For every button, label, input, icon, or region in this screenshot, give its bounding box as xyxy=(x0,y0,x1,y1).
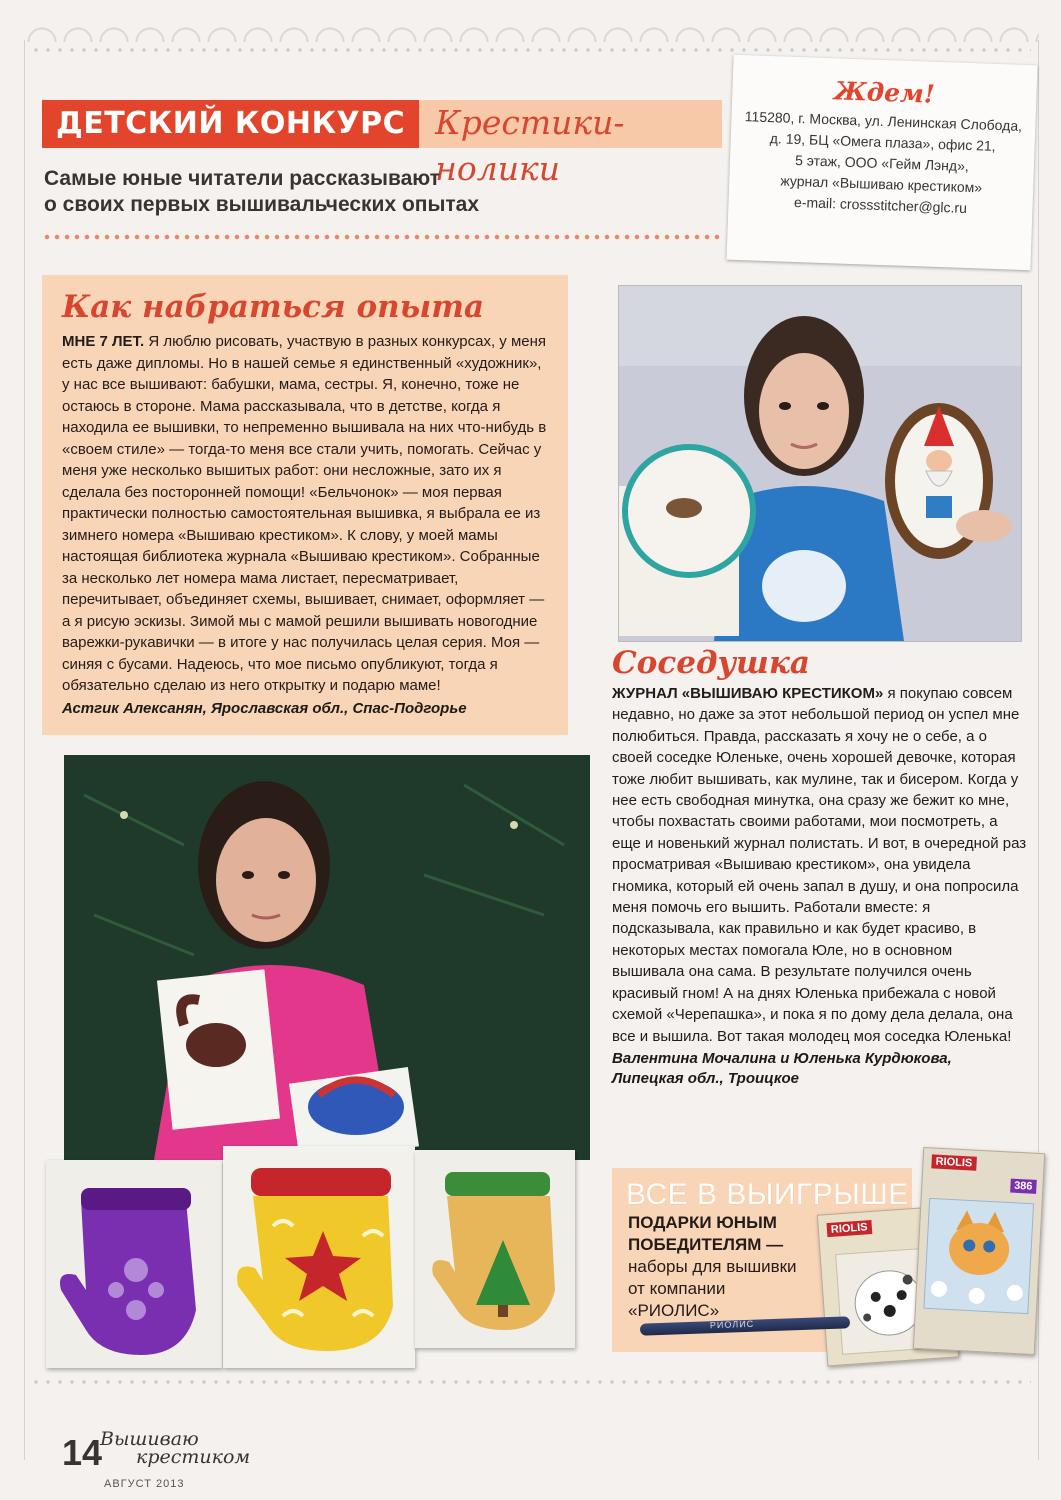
mitten-yellow-illustration xyxy=(223,1146,415,1368)
contest-tag: ДЕТСКИЙ КОНКУРС xyxy=(42,100,419,148)
story-left-author: Астгик Алексанян, Ярославская обл., Спас-Подгорье xyxy=(62,699,467,717)
address-card xyxy=(727,55,1038,270)
prize-bold-2: ПОБЕДИТЕЛЯМ — xyxy=(628,1235,784,1254)
story-left-lead: МНЕ 7 ЛЕТ. xyxy=(62,333,145,350)
story-left-title: Как набраться опыта xyxy=(62,289,485,325)
prize-bold-1: ПОДАРКИ ЮНЫМ xyxy=(628,1213,777,1232)
photo-girl-at-christmas-tree-illustration xyxy=(64,755,590,1160)
prize-text xyxy=(628,1212,828,1322)
story-right-author-line-1: Валентина Мочалина и Юленька Курдюкова, xyxy=(612,1049,952,1067)
photo-girl-at-christmas-tree xyxy=(64,755,590,1160)
magazine-logo xyxy=(100,1430,250,1466)
riolis-kit-kitten xyxy=(913,1147,1045,1355)
story-right-lead: ЖУРНАЛ «ВЫШИВАЮ КРЕСТИКОМ» xyxy=(612,685,884,702)
photo-girl-with-embroidery xyxy=(618,285,1022,642)
address-email[interactable]: e-mail: crossstitcher@glc.ru xyxy=(793,193,968,216)
story-left-text xyxy=(62,331,548,697)
story-right-body: я покупаю совсем недавно, но даже за этот небольшой период он успел мне полюбиться. Правда, рассказать я хочу не о себе, а о своей соседке Юленьке, очень хорошей девочке, которая тоже любит вышивать, как мулине, так и бисером. Когда у нее есть свободная минутка, она сразу же бежит ко мне, чтобы похвастать своими работами, мои посмотреть, а еще и новенький журнал полистать. И вот, в очередной раз просматривая «Вышиваю крестиком», она увидела гномика, который ей очень запал в душу, и она попросила меня помочь его вышить. Работали вместе: я подсказывала, как правильно и как будет красиво, в некоторых местах помогала Юле, но в основном вышивала она сама. В результате получился очень красивый гном! А на днях Юленька прибежала с новой схемой «Черепашка», и пока я по дому дела делала, она все и вышила. Вот такая молодец моя соседка Юленька! xyxy=(612,685,1027,1045)
photo-girl-with-embroidery-illustration xyxy=(619,286,1021,641)
mitten-tree-illustration xyxy=(415,1150,575,1348)
prize-title: ВСЕ В ВЫИГРЫШЕ xyxy=(626,1178,909,1211)
address-line: д. 19, БЦ «Омега плаза», офис 21, xyxy=(769,130,996,154)
header-separator xyxy=(42,234,722,240)
kit-number-badge: 386 xyxy=(1010,1179,1037,1194)
top-dotted-border xyxy=(30,48,1031,52)
prize-line-3: «РИОЛИС» xyxy=(628,1301,720,1320)
mitten-yellow-card xyxy=(223,1146,415,1368)
issue-date: АВГУСТ 2013 xyxy=(104,1478,185,1490)
top-scallop-border xyxy=(24,2,1039,42)
story-right-title: Соседушка xyxy=(612,645,810,681)
kit-brand-label: RIOLIS xyxy=(826,1220,872,1237)
kit-brand-label: RIOLIS xyxy=(931,1154,976,1170)
contest-script-title: Крестики-нолики xyxy=(419,100,722,148)
logo-line-2: крестиком xyxy=(136,1446,251,1468)
story-left-box xyxy=(42,275,568,735)
mitten-purple-illustration xyxy=(46,1160,222,1368)
prize-line-2: от компании xyxy=(628,1279,726,1298)
prize-line-1: наборы для вышивки xyxy=(628,1257,797,1276)
subtitle-line-2: о своих первых вышивальческих опытах xyxy=(44,193,480,216)
kitten-icon xyxy=(914,1148,1044,1354)
subtitle-line-1: Самые юные читатели рассказывают xyxy=(44,167,440,190)
story-right-author-line-2: Липецкая обл., Троицкое xyxy=(612,1069,799,1087)
logo-line-1: Вышиваю xyxy=(100,1428,199,1450)
page-number: 14 xyxy=(62,1432,103,1473)
left-border-line xyxy=(24,40,25,1460)
mitten-purple-card xyxy=(46,1160,222,1368)
story-right-text xyxy=(612,683,1027,1047)
bottom-dotted-border xyxy=(30,1380,1031,1384)
address-line: 5 этаж, ООО «Гейм Лэнд», xyxy=(794,151,970,175)
page-subtitle xyxy=(44,166,604,218)
address-line: журнал «Вышиваю крестиком» xyxy=(780,172,983,196)
story-left-body: Я люблю рисовать, участвую в разных конкурсах, у меня есть даже дипломы. Но в нашей семье я единственный «художник», у нас все вышивают: бабушки, мама, сестры. Я, конечно, тоже не остаюсь в стороне. Мама рассказывала, что в детстве, когда я находила ее вышивки, то непременно вышивала на них что-нибудь в «своем стиле» — тогда-то меня все стали учить, помогать. Сейчас у меня уже несколько вышитых работ: они несложные, зато их я сделала без посторонней помощи! «Бельчонок» — моя первая практически полностью самостоятельная вышивка, я выбрала ее из зимнего номера «Вышиваю крестиком». К слову, у моей мамы настоящая библиотека журнала «Вышиваю крестиком». Собранные за несколько лет номера мама листает, пересматривает, перечитывает, объединяет схемы, вышивает, снимает, оформляет — а я рисую эскизы. Зимой мы с мамой решили вышивать новогодние варежки-рукавички — в итоге у нас получилась целая серия. Моя — синяя с бусами. Надеюсь, что мое письмо опубликуют, тогда я обязательно сделаю из него открытку и подарю маме! xyxy=(62,333,547,694)
address-title: Ждем! xyxy=(833,76,936,109)
story-right-author xyxy=(612,1049,1027,1089)
address-line: 115280, г. Москва, ул. Ленинская Слобода, xyxy=(744,108,1023,134)
mitten-tree-card xyxy=(415,1150,575,1348)
story-right xyxy=(612,645,1027,1089)
pen-label: РИОЛИС xyxy=(709,1318,755,1331)
